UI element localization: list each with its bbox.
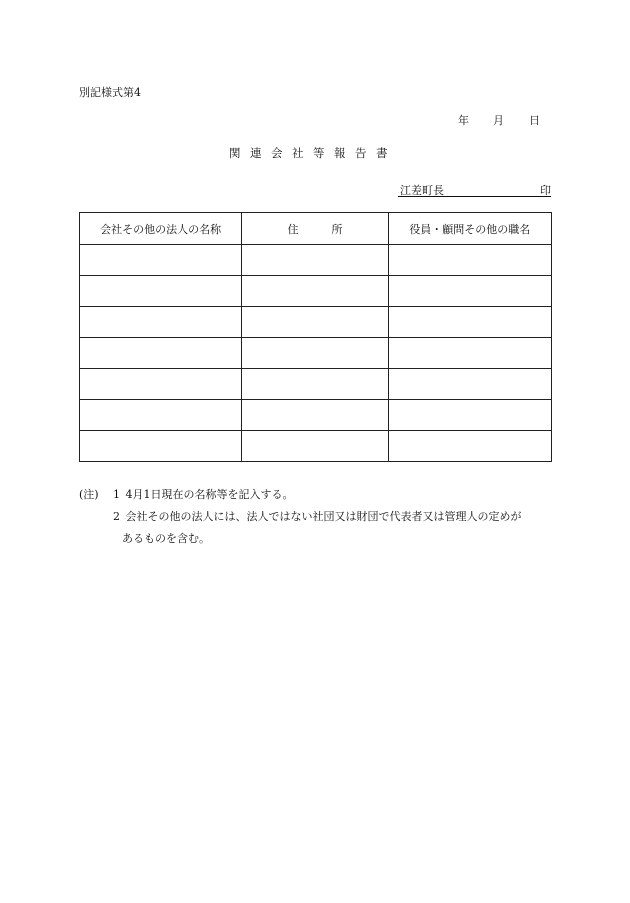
date-day-label: 日 xyxy=(529,114,540,127)
seal-mark: 印 xyxy=(540,184,551,197)
header-address: 住 所 xyxy=(242,213,388,245)
table-cell[interactable] xyxy=(388,276,551,307)
table-cell[interactable] xyxy=(388,307,551,338)
table-row xyxy=(80,400,552,431)
table-header-row xyxy=(80,213,552,245)
table-cell[interactable] xyxy=(242,369,388,400)
table-row xyxy=(80,431,552,462)
note-item-2 xyxy=(113,506,522,528)
table-cell[interactable] xyxy=(80,307,242,338)
note-text: 4月1日現在の名称等を記入する。 xyxy=(125,488,294,501)
table-row xyxy=(80,276,552,307)
form-number: 別記様式第4 xyxy=(79,86,141,99)
table-cell[interactable] xyxy=(80,369,242,400)
note-number: 2 xyxy=(113,510,120,523)
table-cell[interactable] xyxy=(242,431,388,462)
table-cell[interactable] xyxy=(80,431,242,462)
table-cell[interactable] xyxy=(242,276,388,307)
table-row xyxy=(80,369,552,400)
table-cell[interactable] xyxy=(242,338,388,369)
note-item-1 xyxy=(113,484,294,506)
date-year-label: 年 xyxy=(458,114,469,127)
addressee-name: 江差町長 xyxy=(400,184,444,197)
table-cell[interactable] xyxy=(388,369,551,400)
notes-mark: (注) xyxy=(79,488,99,501)
report-table xyxy=(79,212,552,462)
note-text: 会社その他の法人には、法人ではない社団又は財団で代表者又は管理人の定めが xyxy=(125,510,522,523)
table-cell[interactable] xyxy=(242,245,388,276)
table-cell[interactable] xyxy=(388,338,551,369)
table-cell[interactable] xyxy=(388,400,551,431)
table-cell[interactable] xyxy=(80,276,242,307)
table-cell[interactable] xyxy=(80,338,242,369)
note-number: 1 xyxy=(113,488,120,501)
header-company-name: 会社その他の法人の名称 xyxy=(80,213,242,245)
table-cell[interactable] xyxy=(388,245,551,276)
table-row xyxy=(80,338,552,369)
table-cell[interactable] xyxy=(388,431,551,462)
table-cell[interactable] xyxy=(242,400,388,431)
table-cell[interactable] xyxy=(242,307,388,338)
date-month-label: 月 xyxy=(493,114,504,127)
table-row xyxy=(80,307,552,338)
addressee-line xyxy=(398,181,551,197)
table-row xyxy=(80,245,552,276)
note-item-2-continuation: あるものを含む。 xyxy=(122,532,210,545)
table-cell[interactable] xyxy=(80,400,242,431)
header-position: 役員・顧問その他の職名 xyxy=(388,213,551,245)
table-cell[interactable] xyxy=(80,245,242,276)
document-title: 関連会社等報告書 xyxy=(229,146,397,160)
